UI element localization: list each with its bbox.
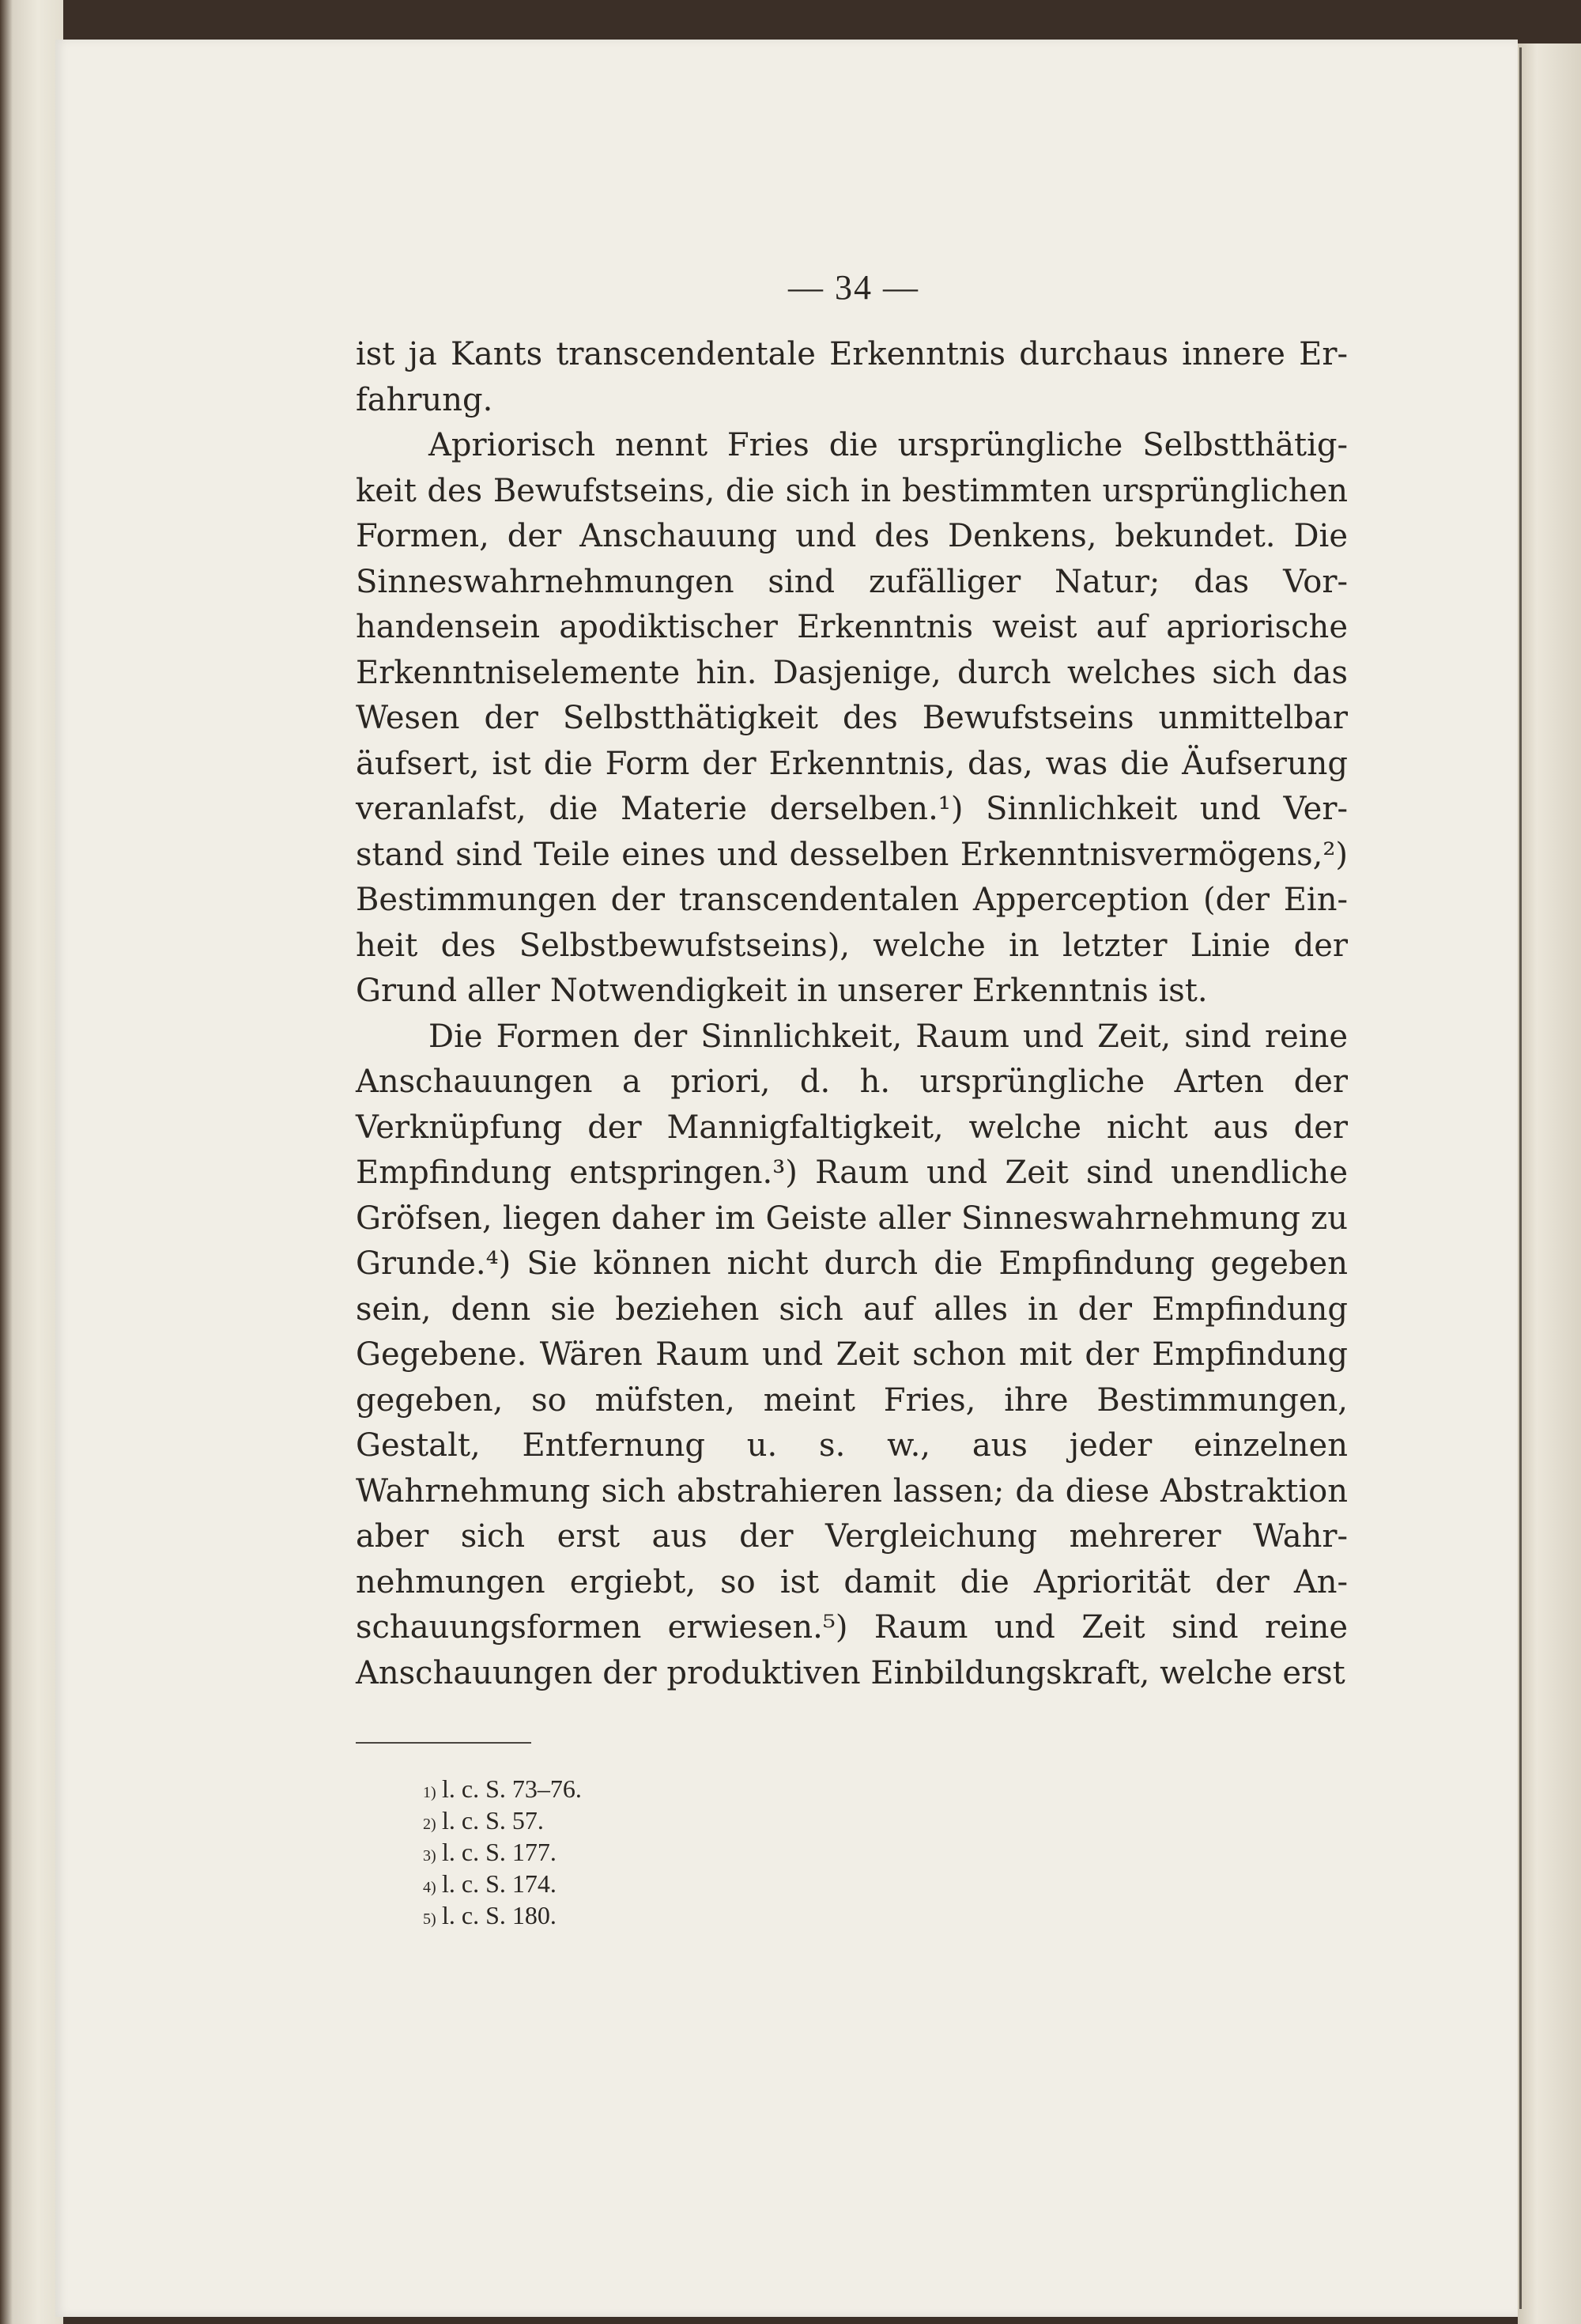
next-page-edge — [1518, 43, 1581, 2324]
footnote-mark: 4) — [423, 1879, 436, 1896]
footnote-text: l. c. S. 57. — [442, 1806, 544, 1835]
paragraph-3: Die Formen der Sinnlichkeit, Raum und Zeit, sind reine Anschauungen a priori, d. h. ursprüngliche Arten der Verknüpfung der Mannigfaltigkeit, welche nicht aus der Empfindung entspringen.³) Raum und Zeit sind unendliche Gröfsen, liegen daher im Geiste aller Sinneswahrnehmung zu Grunde.⁴) Sie können nicht durch die Empfindung gegeben sein, denn sie beziehen sich auf alles in der Empfindung Gegebene. Wären Raum und Zeit schon mit der Empfindung gegeben, so müfsten, meint Fries, ihre Bestimmungen, Gestalt, Entfernung u. s. w., aus jeder einzelnen Wahrnehmung sich abstrahieren lassen; da diese Abstraktion aber sich erst aus der Vergleichung mehrerer Wahrnehmungen ergiebt, so ist damit die Apriorität der Anschauungsformen erwiesen.⁵) Raum und Zeit sind reine Anschauungen der produktiven Einbildungskraft, welche erst — [356, 1018, 1348, 1691]
footnote-text: l. c. S. 177. — [442, 1838, 557, 1866]
footnote-text: l. c. S. 180. — [442, 1901, 557, 1929]
footnote-mark: 1) — [423, 1784, 436, 1801]
footnote-mark: 3) — [423, 1847, 436, 1865]
footnote-mark: 5) — [423, 1910, 436, 1928]
footnote-2 — [423, 1807, 897, 1838]
page-edge-line — [1519, 47, 1522, 2309]
footnote-mark: 2) — [423, 1816, 436, 1833]
footnote-5 — [423, 1902, 897, 1933]
paragraph-2: Apriorisch nennt Fries die ursprüngliche Selbstthätigkeit des Bewufstseins, die sich in bestimmten ursprünglichen Formen, der Anschauung und des Denkens, bekundet. Die Sinneswahrnehmungen sind zufälliger Natur; das Vorhandensein apodiktischer Erkenntnis weist auf apriorische Erkenntniselemente hin. Dasjenige, durch welches sich das Wesen der Selbstthätigkeit des Bewufstseins unmittelbar äufsert, ist die Form der Erkenntnis, das, was die Äufserung veranlafst, die Materie derselben.¹) Sinnlichkeit und Verstand sind Teile eines und desselben Erkenntnisvermögens,²) Bestimmungen der transcendentalen Apperception (der Einheit des Selbstbewufstseins), welche in letzter Linie der Grund aller Notwendigkeit in unserer Erkenntnis ist. — [356, 427, 1348, 1009]
paragraph-1: ist ja Kants transcendentale Erkenntnis durchaus innere Erfahrung. — [356, 336, 1348, 418]
book-spine — [0, 0, 63, 2324]
footnote-separator — [356, 1742, 531, 1744]
page-number: — 34 — — [788, 268, 919, 307]
footnote-text: l. c. S. 174. — [442, 1869, 557, 1898]
footnote-4 — [423, 1870, 897, 1902]
footnote-1 — [423, 1775, 897, 1807]
body-text — [356, 332, 1348, 1696]
footnotes — [423, 1775, 897, 1933]
footnote-3 — [423, 1838, 897, 1870]
footnote-text: l. c. S. 73–76. — [442, 1774, 582, 1803]
